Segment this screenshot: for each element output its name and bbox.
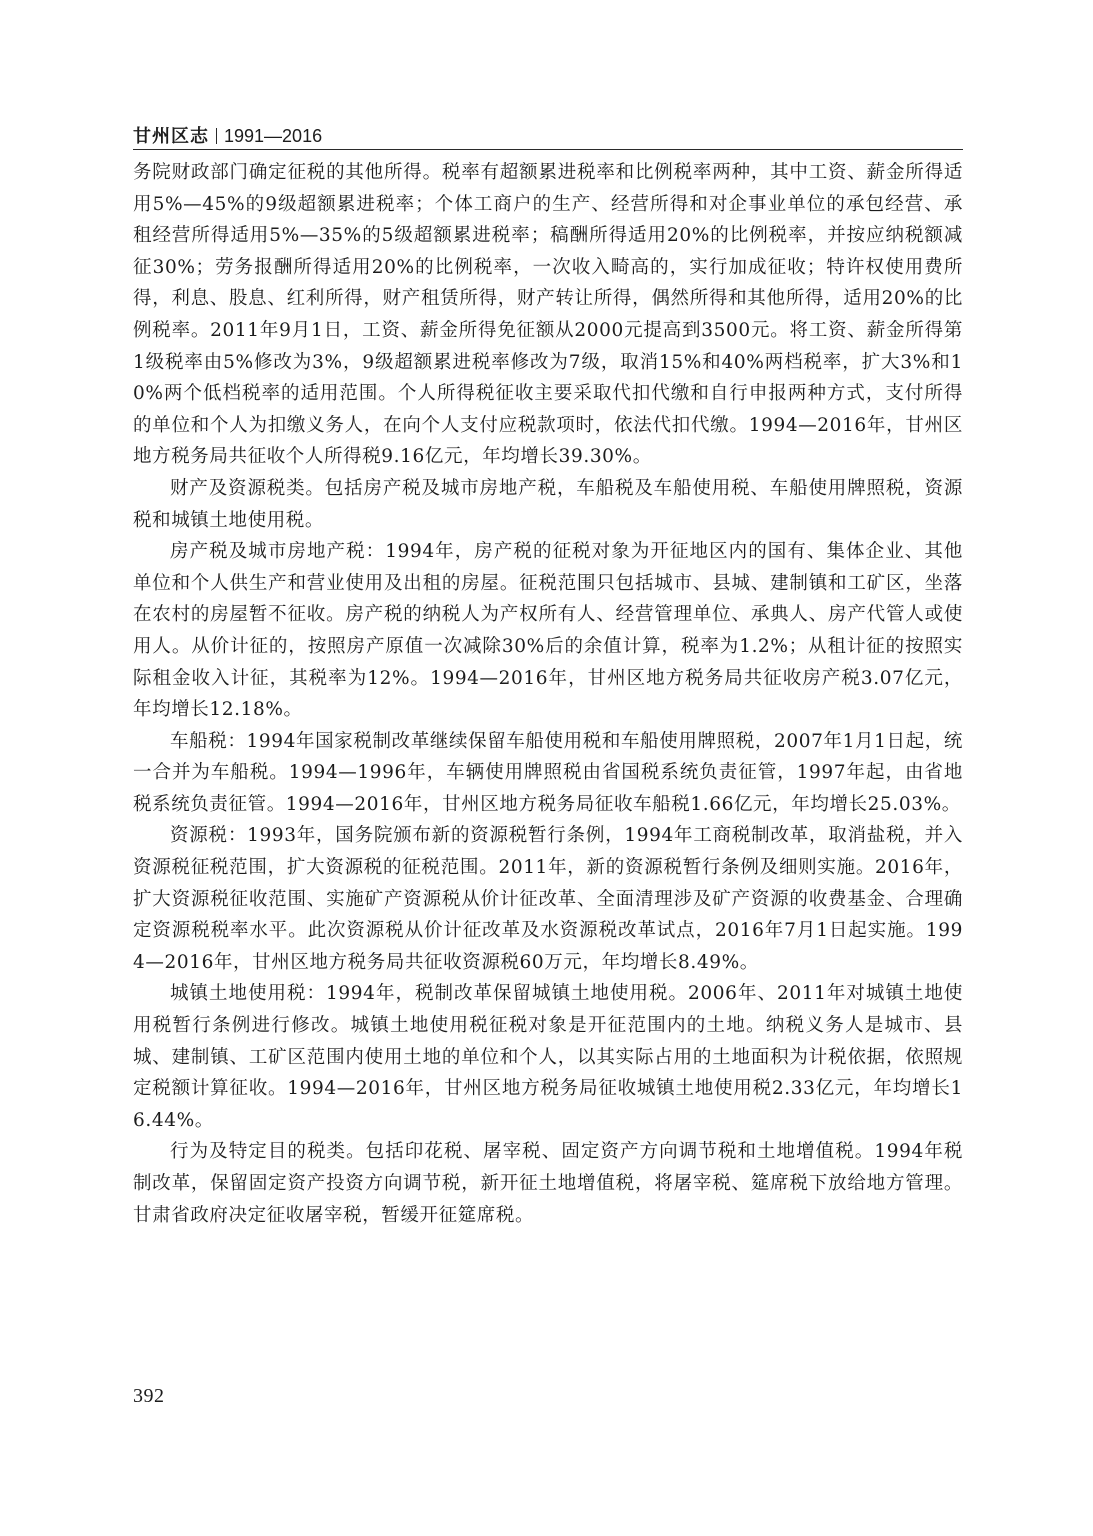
body-text bbox=[133, 157, 963, 1231]
paragraph-vehicle-vessel-tax: 车船税：1994年国家税制改革继续保留车船使用税和车船使用牌照税，2007年1月1日起，统一合并为车船税。1994—1996年，车辆使用牌照税由省国税系统负责征管，1997年起，由省地税系统负责征管。1994—2016年，甘州区地方税务局征收车船税1.66亿元，年均增长25.03%。 bbox=[133, 730, 963, 815]
header-separator bbox=[216, 128, 217, 144]
paragraph-personal-income-tax-continued: 务院财政部门确定征税的其他所得。税率有超额累进税率和比例税率两种，其中工资、薪金所得适用5%—45%的9级超额累进税率；个体工商户的生产、经营所得和对企事业单位的承包经营、承租经营所得适用5%—35%的5级超额累进税率；稿酬所得适用20%的比例税率，并按应纳税额减征30%；劳务报酬所得适用20%的比例税率，一次收入畸高的，实行加成征收；特许权使用费所得，利息、股息、红利所得，财产租赁所得，财产转让所得，偶然所得和其他所得，适用20%的比例税率。2011年9月1日，工资、薪金所得免征额从2000元提高到3500元。将工资、薪金所得第1级税率由5%修改为3%，9级超额累进税率修改为7级，取消15%和40%两档税率，扩大3%和10%两个低档税率的适用范围。个人所得税征收主要采取代扣代缴和自行申报两种方式，支付所得的单位和个人为扣缴义务人，在向个人支付应税款项时，依法代扣代缴。1994—2016年，甘州区地方税务局共征收个人所得税9.16亿元，年均增长39.30%。 bbox=[133, 162, 963, 468]
paragraph-behavior-purpose-taxes: 行为及特定目的税类。包括印花税、屠宰税、固定资产方向调节税和土地增值税。1994年税制改革，保留固定资产投资方向调节税，新开征土地增值税，将屠宰税、筵席税下放给地方管理。甘肃省政府决定征收屠宰税，暂缓开征筵席税。 bbox=[133, 1141, 963, 1226]
page-number: 392 bbox=[133, 1385, 165, 1407]
book-years: 1991—2016 bbox=[224, 126, 323, 146]
paragraph-property-tax: 房产税及城市房地产税：1994年，房产税的征税对象为开征地区内的国有、集体企业、其他单位和个人供生产和营业使用及出租的房屋。征税范围只包括城市、县城、建制镇和工矿区，坐落在农村的房屋暂不征收。房产税的纳税人为产权所有人、经营管理单位、承典人、房产代管人或使用人。从价计征的，按照房产原值一次减除30%后的余值计算，税率为1.2%；从租计征的按照实际租金收入计征，其税率为12%。1994—2016年，甘州区地方税务局共征收房产税3.07亿元，年均增长12.18%。 bbox=[133, 541, 963, 721]
running-header bbox=[133, 120, 963, 150]
book-title: 甘州区志 bbox=[133, 126, 209, 147]
paragraph-property-resource-taxes: 财产及资源税类。包括房产税及城市房地产税，车船税及车船使用税、车船使用牌照税，资源税和城镇土地使用税。 bbox=[133, 477, 963, 531]
paragraph-urban-land-use-tax: 城镇土地使用税：1994年，税制改革保留城镇土地使用税。2006年、2011年对城镇土地使用税暂行条例进行修改。城镇土地使用税征税对象是开征范围内的土地。纳税义务人是城市、县城、建制镇、工矿区范围内使用土地的单位和个人，以其实际占用的土地面积为计税依据，依照规定税额计算征收。1994—2016年，甘州区地方税务局征收城镇土地使用税2.33亿元，年均增长16.44%。 bbox=[133, 983, 963, 1131]
paragraph-resource-tax: 资源税：1993年，国务院颁布新的资源税暂行条例，1994年工商税制改革，取消盐税，并入资源税征税范围，扩大资源税的征税范围。2011年，新的资源税暂行条例及细则实施。2016年，扩大资源税征收范围、实施矿产资源税从价计征改革、全面清理涉及矿产资源的收费基金、合理确定资源税税率水平。此次资源税从价计征改革及水资源税改革试点，2016年7月1日起实施。1994—2016年，甘州区地方税务局共征收资源税60万元，年均增长8.49%。 bbox=[133, 825, 963, 973]
running-header-text bbox=[133, 122, 322, 148]
